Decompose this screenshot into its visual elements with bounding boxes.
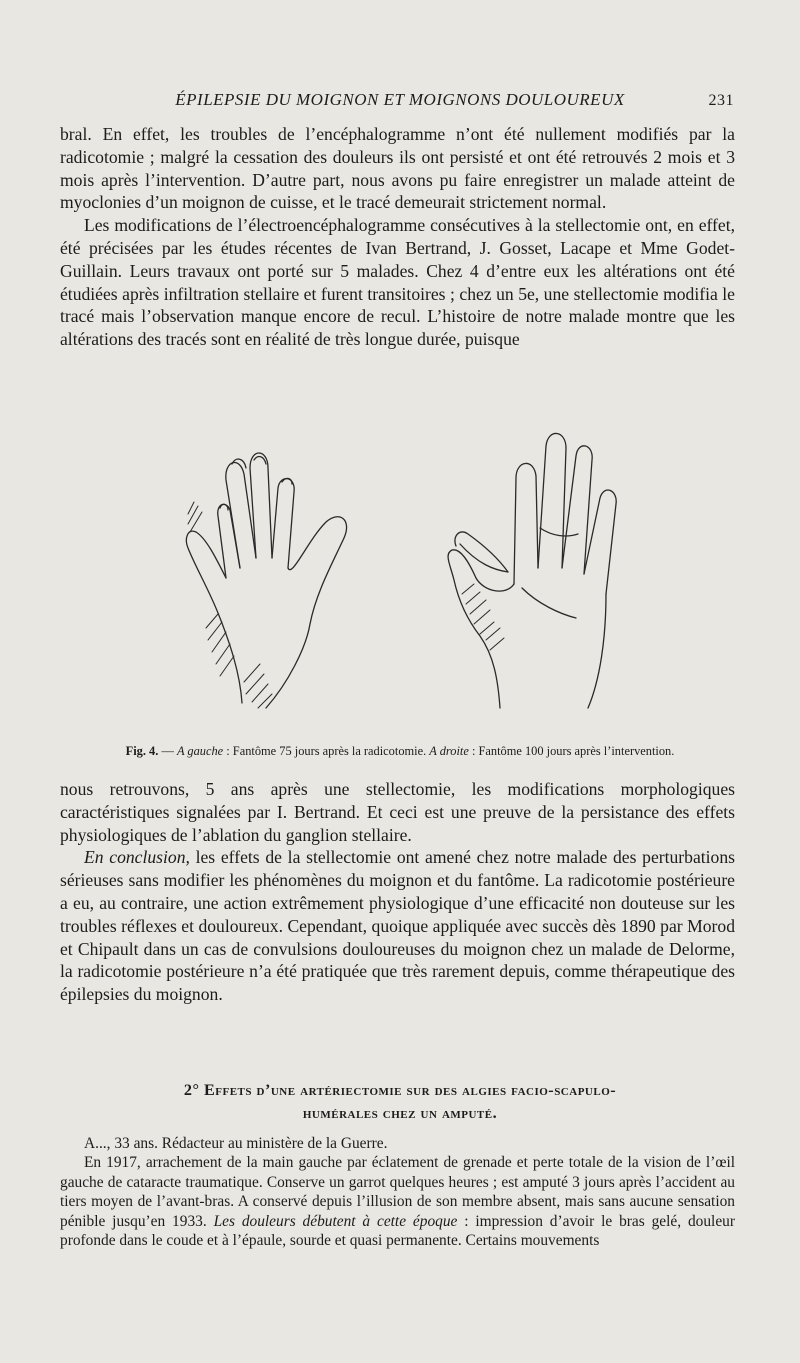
caption-right-term: A droite (429, 744, 469, 758)
page-number: 231 (708, 92, 734, 109)
figure-caption (88, 744, 712, 759)
text-block-middle (60, 778, 735, 1006)
figure-label: Fig. 4. (125, 744, 159, 758)
case-report (60, 1134, 735, 1250)
left-hand-shading (188, 502, 272, 708)
text-block-top (60, 123, 735, 351)
caption-right-desc: : Fantôme 100 jours après l’intervention. (468, 744, 675, 758)
caption-dash: — (158, 744, 177, 758)
running-head (60, 88, 740, 112)
case-italic: Les douleurs débutent à cette époque (213, 1212, 458, 1230)
paragraph: bral. En effet, les troubles de l’encéphalogramme n’ont été nullement modifiés par la radicotomie ; malgré la cessation des douleurs ils ont persisté et ont été retrouvés 2 mois et 3 mois après l’intervention. D’autre part, nous avons pu faire enregistrer un malade atteint de myoclonies d’un moignon de cuisse, et le tracé demeurait strictement normal. (60, 124, 735, 213)
caption-left-term: A gauche (176, 744, 224, 758)
heading-line-2: humérales chez un amputé. (302, 1104, 498, 1122)
paragraph-conclusion (60, 846, 735, 1006)
caption-left-desc: : Fantôme 75 jours après la radicotomie. (223, 744, 430, 758)
paragraph: nous retrouvons, 5 ans après une stellectomie, les modifications morphologiques caractéristiques signalées par I. Bertrand. Et ceci est une preuve de la persistance des effets physiologiques de l’ablation du ganglion stellaire. (60, 779, 735, 845)
case-history (60, 1153, 735, 1250)
paragraph: Les modifications de l’électroencéphalogramme consécutives à la stellectomie ont, en effet, été précisées par les études récentes de Ivan Bertrand, J. Gosset, Lacape et Mme Godet-Guillain. Leurs travaux ont porté sur 5 malades. Chez 4 d’entre eux les altérations ont été étudiées après infiltration stellaire et furent transitoires ; chez un 5e, une stellectomie modifia le tracé mais l’observation manque encore de recul. L’histoire de notre malade montre que les altérations des tracés sont en réalité de très longue durée, puisque (60, 215, 735, 350)
phantom-hands-drawing (160, 418, 640, 736)
case-text-b: : impression d’avoir le bras gelé, douleur profonde dans le coude et à l’épaule, sourde et quasi permanente. Certains mouvements (60, 1212, 735, 1250)
case-intro: A..., 33 ans. Rédacteur au ministère de la Guerre. (84, 1135, 388, 1152)
heading-line-1: 2° Effets d’une artériectomie sur des algies facio-scapulo- (183, 1081, 617, 1099)
figure-hands (160, 418, 640, 736)
conclusion-text: les effets de la stellectomie ont amené chez notre malade des perturbations sérieuses sans modifier les phénomènes du moignon et du fantôme. La radicotomie postérieure a eu, au contraire, une action extrêmement physiologique d’une efficacité non douteuse sur les troubles réflexes et douloureux. Cependant, quoique appliquée avec succès dès 1890 par Morod et Chipault dans un cas de convulsions douloureuses du moignon chez un malade de Delorme, la radicotomie postérieure n’a été pratiquée que très rarement depuis, comme thérapeutique des épilepsies du moignon. (60, 847, 735, 1005)
section-heading (80, 1079, 720, 1125)
case-text-a: En 1917, arrachement de la main gauche par éclatement de grenade et perte totale de la vision de l’œil gauche de cataracte traumatique. Conserve un garrot quelques heures ; est amputé 3 jours après l’accident au tiers moyen de l’avant-bras. A conservé depuis l’illusion de son membre absent, mais sans aucune sensation pénible jusqu’en 1933. (60, 1154, 735, 1230)
conclusion-lead: En conclusion, (84, 847, 190, 868)
running-title: ÉPILEPSIE DU MOIGNON ET MOIGNONS DOULOUREUX (175, 90, 625, 109)
left-hand-drawing (186, 453, 346, 708)
right-hand-drawing (448, 433, 616, 708)
